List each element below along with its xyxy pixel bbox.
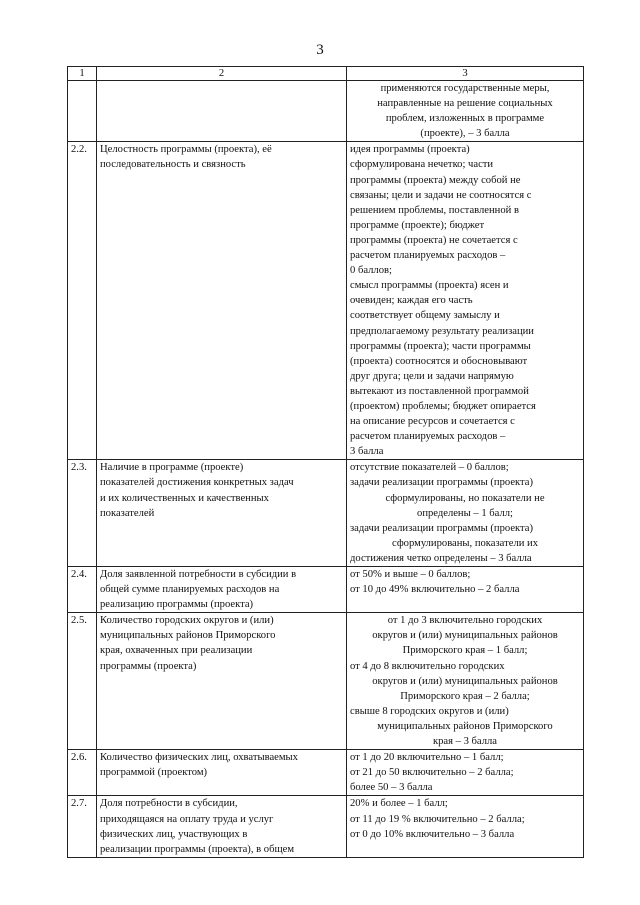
header-col-1: 1 [68, 67, 97, 81]
evaluation-criteria-table [67, 66, 584, 858]
scoring-line: от 21 до 50 включительно – 2 балла; [350, 767, 514, 779]
criterion-line: Доля потребности в субсидии, [100, 798, 238, 810]
scoring-cell [347, 460, 584, 567]
scoring-line: (проектом) проблемы; бюджет опирается [350, 400, 536, 412]
scoring-line: проблем, изложенных в программе [385, 113, 545, 125]
criterion-line: общей сумме планируемых расходов на [100, 584, 280, 596]
scoring-line: на описание ресурсов и сочетается с [350, 416, 515, 428]
criterion-line: Доля заявленной потребности в субсидии в [100, 569, 297, 580]
scoring-line: (проекта) соотносятся и обосновывают [350, 355, 528, 367]
criterion-line: Количество физических лиц, охватываемых [100, 752, 298, 764]
criterion-line: показателей достижения конкретных задач [100, 477, 294, 489]
scoring-line: программе (проекте); бюджет [350, 219, 485, 231]
criterion-cell [97, 796, 347, 857]
scoring-cell [347, 796, 584, 857]
scoring-line: решением проблемы, поставленной в [350, 204, 519, 216]
header-col-2: 2 [97, 67, 347, 81]
criterion-line: муниципальных районов Приморского [100, 630, 276, 642]
scoring-line: округов и (или) муниципальных районов [372, 630, 558, 642]
row-number: 2.3. [68, 460, 97, 567]
scoring-line: смысл программы (проекта) ясен и [350, 280, 509, 292]
scoring-line: программы (проекта) не сочетается с [350, 234, 518, 246]
scoring-line: задачи реализации программы (проекта) [350, 522, 534, 534]
scoring-cell [347, 567, 584, 613]
criterion-line: Количество городских округов и (или) [100, 615, 274, 627]
scoring-line: определены – 1 балл; [417, 507, 513, 519]
scoring-line: отсутствие показателей – 0 баллов; [350, 462, 509, 474]
scoring-line: сформулирована нечетко; части [350, 159, 494, 171]
table-row [68, 613, 584, 750]
scoring-line: муниципальных районов Приморского [377, 720, 553, 732]
scoring-line: предполагаемому результату реализации [350, 325, 534, 337]
row-number: 2.2. [68, 142, 97, 460]
scoring-line: округов и (или) муниципальных районов [372, 675, 558, 687]
criterion-line: Целостность программы (проекта), её [100, 144, 272, 156]
scoring-line: края – 3 балла [432, 736, 498, 748]
criterion-line: последовательность и связность [100, 159, 246, 171]
header-col-3: 3 [347, 67, 584, 81]
criterion-line: приходящаяся на оплату труда и услуг [100, 813, 274, 825]
scoring-line: от 10 до 49% включительно – 2 балла [350, 584, 520, 596]
scoring-line: связаны; цели и задачи не соотносятся с [350, 189, 532, 201]
criterion-cell [97, 81, 347, 142]
scoring-line: от 50% и выше – 0 баллов; [350, 569, 471, 580]
scoring-line: свыше 8 городских округов и (или) [350, 705, 509, 717]
criterion-line: физических лиц, участвующих в [100, 828, 248, 840]
criterion-line: показателей [100, 507, 155, 519]
scoring-line: идея программы (проекта) [350, 144, 470, 156]
scoring-line: от 0 до 10% включительно – 3 балла [350, 828, 515, 840]
scoring-line: направленные на решение социальных [377, 98, 553, 110]
row-number: 2.4. [68, 567, 97, 613]
criterion-line: края, охваченных при реализации [100, 645, 253, 657]
row-number [68, 81, 97, 142]
scoring-cell [347, 142, 584, 460]
criterion-cell [97, 460, 347, 567]
criterion-line: программой (проектом) [100, 767, 208, 779]
scoring-line: применяются государственные меры, [380, 83, 550, 94]
table-row [68, 567, 584, 613]
scoring-line: вытекают из поставленной программой [350, 385, 529, 397]
scoring-line: от 1 до 3 включительно городских [387, 615, 543, 627]
table-row [68, 142, 584, 460]
scoring-line: задачи реализации программы (проекта) [350, 477, 534, 489]
scoring-line: 3 балла [350, 446, 384, 458]
row-number: 2.5. [68, 613, 97, 750]
criterion-cell [97, 613, 347, 750]
scoring-line: Приморского края – 2 балла; [400, 690, 530, 702]
scoring-line: достижения четко определены – 3 балла [350, 552, 532, 564]
table-header-row [68, 67, 584, 81]
criterion-cell [97, 142, 347, 460]
scoring-line: Приморского края – 1 балл; [402, 645, 528, 657]
page-number: 3 [316, 42, 324, 58]
scoring-line: сформулированы, но показатели не [385, 492, 545, 504]
criterion-line: реализации программы (проекта), в общем [100, 843, 295, 855]
scoring-line: программы (проекта) между собой не [350, 174, 521, 186]
scoring-line: 20% и более – 1 балл; [350, 798, 448, 810]
row-number: 2.6. [68, 750, 97, 796]
scoring-line: соответствует общему замыслу и [350, 310, 500, 322]
table-row [68, 750, 584, 796]
criterion-line: реализацию программы (проекта) [100, 599, 254, 611]
scoring-line: программы (проекта); части программы [350, 340, 531, 352]
scoring-line: от 4 до 8 включительно городских [350, 660, 505, 672]
criterion-line: Наличие в программе (проекте) [100, 462, 244, 474]
scoring-line: (проекте), – 3 балла [420, 128, 510, 140]
scoring-line: друг друга; цели и задачи напрямую [350, 370, 514, 382]
scoring-line: расчетом планируемых расходов – [350, 431, 506, 443]
scoring-line: расчетом планируемых расходов – [350, 250, 506, 262]
scoring-line: от 1 до 20 включительно – 1 балл; [350, 752, 504, 764]
scoring-line: сформулированы, показатели их [391, 537, 539, 549]
criterion-cell [97, 567, 347, 613]
scoring-line: очевиден; каждая его часть [350, 295, 473, 307]
table-row [68, 460, 584, 567]
scoring-cell [347, 613, 584, 750]
scoring-line: 0 баллов; [350, 265, 392, 277]
scoring-cell [347, 81, 584, 142]
row-number: 2.7. [68, 796, 97, 857]
table-row [68, 796, 584, 857]
table-row [68, 81, 584, 142]
criterion-line: и их количественных и качественных [100, 492, 269, 504]
criterion-cell [97, 750, 347, 796]
scoring-line: более 50 – 3 балла [350, 782, 433, 794]
criterion-line: программы (проекта) [100, 660, 197, 672]
scoring-line: от 11 до 19 % включительно – 2 балла; [350, 813, 525, 825]
scoring-cell [347, 750, 584, 796]
